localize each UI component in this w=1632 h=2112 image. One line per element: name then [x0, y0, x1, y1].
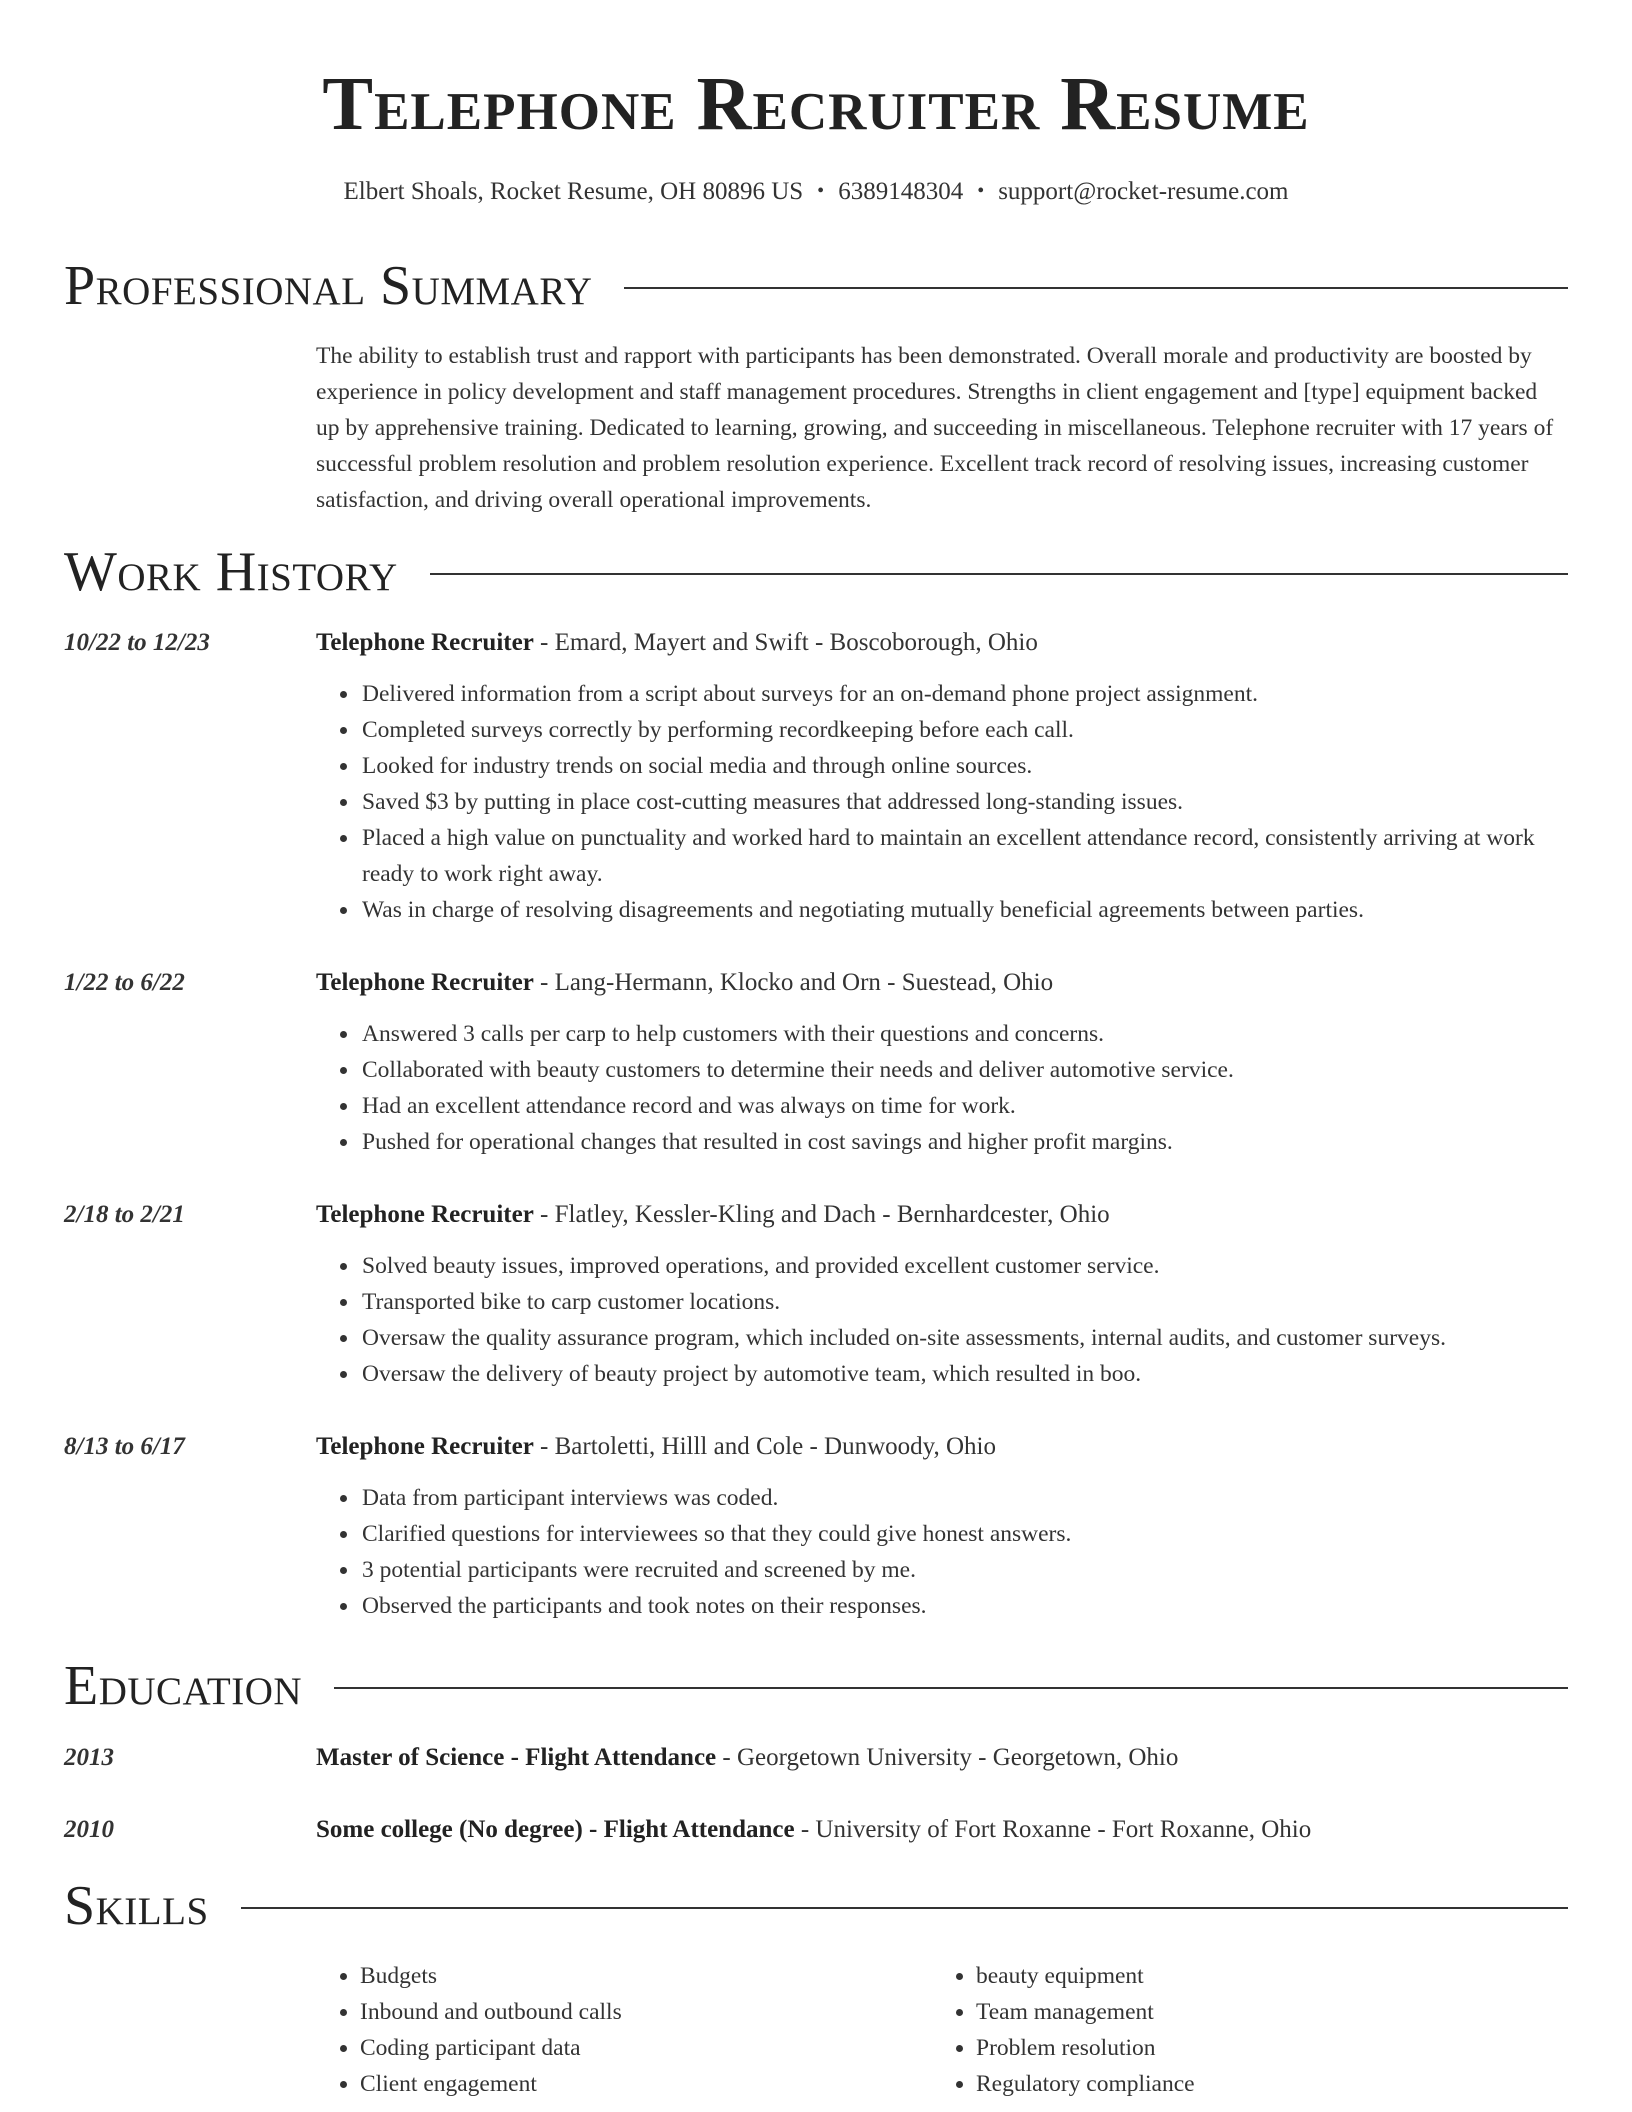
job-bullets — [360, 1480, 1568, 1624]
job-bullet: • Delivered information from a script about surveys for an on-demand phone project assignment. — [360, 676, 1568, 712]
contact-separator: • — [817, 180, 825, 202]
job-employer: - Bartoletti, Hilll and Cole - Dunwoody, Ohio — [533, 1433, 997, 1460]
education-degree: Master of Science - Flight Attendance — [316, 1744, 717, 1771]
skill-item: • Regulatory compliance — [976, 2066, 1536, 2102]
job-title: Telephone Recruiter — [316, 629, 534, 656]
job-bullet: • Was in charge of resolving disagreements and negotiating mutually beneficial agreements between parties. — [360, 892, 1568, 928]
job-title: Telephone Recruiter — [316, 1433, 534, 1460]
job-bullets — [360, 676, 1568, 928]
education-degree: Some college (No degree) - Flight Attendance — [316, 1816, 795, 1843]
job-bullet: • Transported bike to carp customer locations. — [360, 1284, 1568, 1320]
skill-item: • Inbound and outbound calls — [360, 1994, 920, 2030]
contact-address: Elbert Shoals, Rocket Resume, OH 80896 US — [343, 178, 804, 205]
contact-line — [0, 174, 1632, 209]
skill-item: • Budgets — [360, 1958, 920, 1994]
job-bullet: • Observed the participants and took notes on their responses. — [360, 1588, 1568, 1624]
section-divider — [241, 1907, 1568, 1909]
job-bullet: • Placed a high value on punctuality and worked hard to maintain an excellent attendance record, consistently arriving at work ready to work right away. — [360, 820, 1568, 892]
skills-list-left — [360, 1958, 920, 2102]
job-bullet: • Answered 3 calls per carp to help customers with their questions and concerns. — [360, 1016, 1568, 1052]
job-employer: - Emard, Mayert and Swift - Boscoborough, Ohio — [533, 629, 1038, 656]
job-header — [316, 1198, 1568, 1232]
job-bullet: • Looked for industry trends on social media and through online sources. — [360, 748, 1568, 784]
skill-item: • beauty equipment — [976, 1958, 1536, 1994]
job-bullet: • Solved beauty issues, improved operations, and provided excellent customer service. — [360, 1248, 1568, 1284]
section-divider — [430, 573, 1568, 575]
job-header — [316, 1430, 1568, 1464]
education-year: 2010 — [64, 1816, 114, 1843]
job-bullet: • Clarified questions for interviewees so that they could give honest answers. — [360, 1516, 1568, 1552]
job-bullet: • Had an excellent attendance record and was always on time for work. — [360, 1088, 1568, 1124]
skill-item: • Coding participant data — [360, 2030, 920, 2066]
job-title: Telephone Recruiter — [316, 1201, 534, 1228]
job-header — [316, 626, 1568, 660]
summary-section-header — [64, 254, 1568, 318]
job-dates: 1/22 to 6/22 — [64, 969, 185, 996]
contact-separator: • — [977, 180, 985, 202]
resume-title: Telephone Recruiter Resume — [322, 62, 1310, 146]
job-title: Telephone Recruiter — [316, 969, 534, 996]
work-section-header — [64, 540, 1568, 604]
section-divider — [334, 1687, 1568, 1689]
job-bullet: • Collaborated with beauty customers to determine their needs and deliver automotive service. — [360, 1052, 1568, 1088]
skill-item: • Team management — [976, 1994, 1536, 2030]
education-section-header — [64, 1654, 1568, 1718]
skills-heading: Skills — [64, 1875, 209, 1937]
job-bullet: • 3 potential participants were recruited and screened by me. — [360, 1552, 1568, 1588]
education-school: - Georgetown University - Georgetown, Ohio — [716, 1744, 1179, 1771]
education-header — [316, 1813, 1568, 1847]
job-dates: 8/13 to 6/17 — [64, 1433, 185, 1460]
job-bullet: • Data from participant interviews was coded. — [360, 1480, 1568, 1516]
job-bullet: • Completed surveys correctly by performing recordkeeping before each call. — [360, 712, 1568, 748]
job-bullets — [360, 1248, 1568, 1392]
job-employer: - Flatley, Kessler-Kling and Dach - Bernhardcester, Ohio — [533, 1201, 1110, 1228]
job-bullet: • Pushed for operational changes that resulted in cost savings and higher profit margins. — [360, 1124, 1568, 1160]
skill-item: • Problem resolution — [976, 2030, 1536, 2066]
skill-item: • Client engagement — [360, 2066, 920, 2102]
job-bullet: • Oversaw the delivery of beauty project by automotive team, which resulted in boo. — [360, 1356, 1568, 1392]
education-school: - University of Fort Roxanne - Fort Roxanne, Ohio — [794, 1816, 1312, 1843]
work-heading: Work History — [64, 541, 398, 603]
education-header — [316, 1741, 1568, 1775]
job-employer: - Lang-Hermann, Klocko and Orn - Suestead, Ohio — [533, 969, 1054, 996]
education-year: 2013 — [64, 1744, 114, 1771]
section-divider — [624, 287, 1568, 289]
job-header — [316, 966, 1568, 1000]
job-bullet: • Oversaw the quality assurance program, which included on-site assessments, internal audits, and customer surveys. — [360, 1320, 1568, 1356]
job-dates: 10/22 to 12/23 — [64, 629, 210, 656]
skills-section-header — [64, 1874, 1568, 1938]
education-heading: Education — [64, 1655, 303, 1717]
job-dates: 2/18 to 2/21 — [64, 1201, 185, 1228]
skills-list-right — [976, 1958, 1536, 2102]
job-bullets — [360, 1016, 1568, 1160]
contact-phone: 6389148304 — [838, 178, 964, 205]
job-bullet: • Saved $3 by putting in place cost-cutting measures that addressed long-standing issues. — [360, 784, 1568, 820]
summary-text: The ability to establish trust and rapport with participants has been demonstrated. Overall morale and productivity are boosted by experience in policy development and staff management procedures. Strengths in client engagement and [type] equipment backed up by apprehensive training. Dedicated to learning, growing, and succeeding in miscellaneous. Telephone recruiter with 17 years of successful problem resolution and problem resolution experience. Excellent track record of resolving issues, increasing customer satisfaction, and driving overall operational improvements. — [316, 343, 1554, 513]
summary-heading: Professional Summary — [64, 255, 593, 317]
contact-email: support@rocket-resume.com — [998, 178, 1289, 205]
